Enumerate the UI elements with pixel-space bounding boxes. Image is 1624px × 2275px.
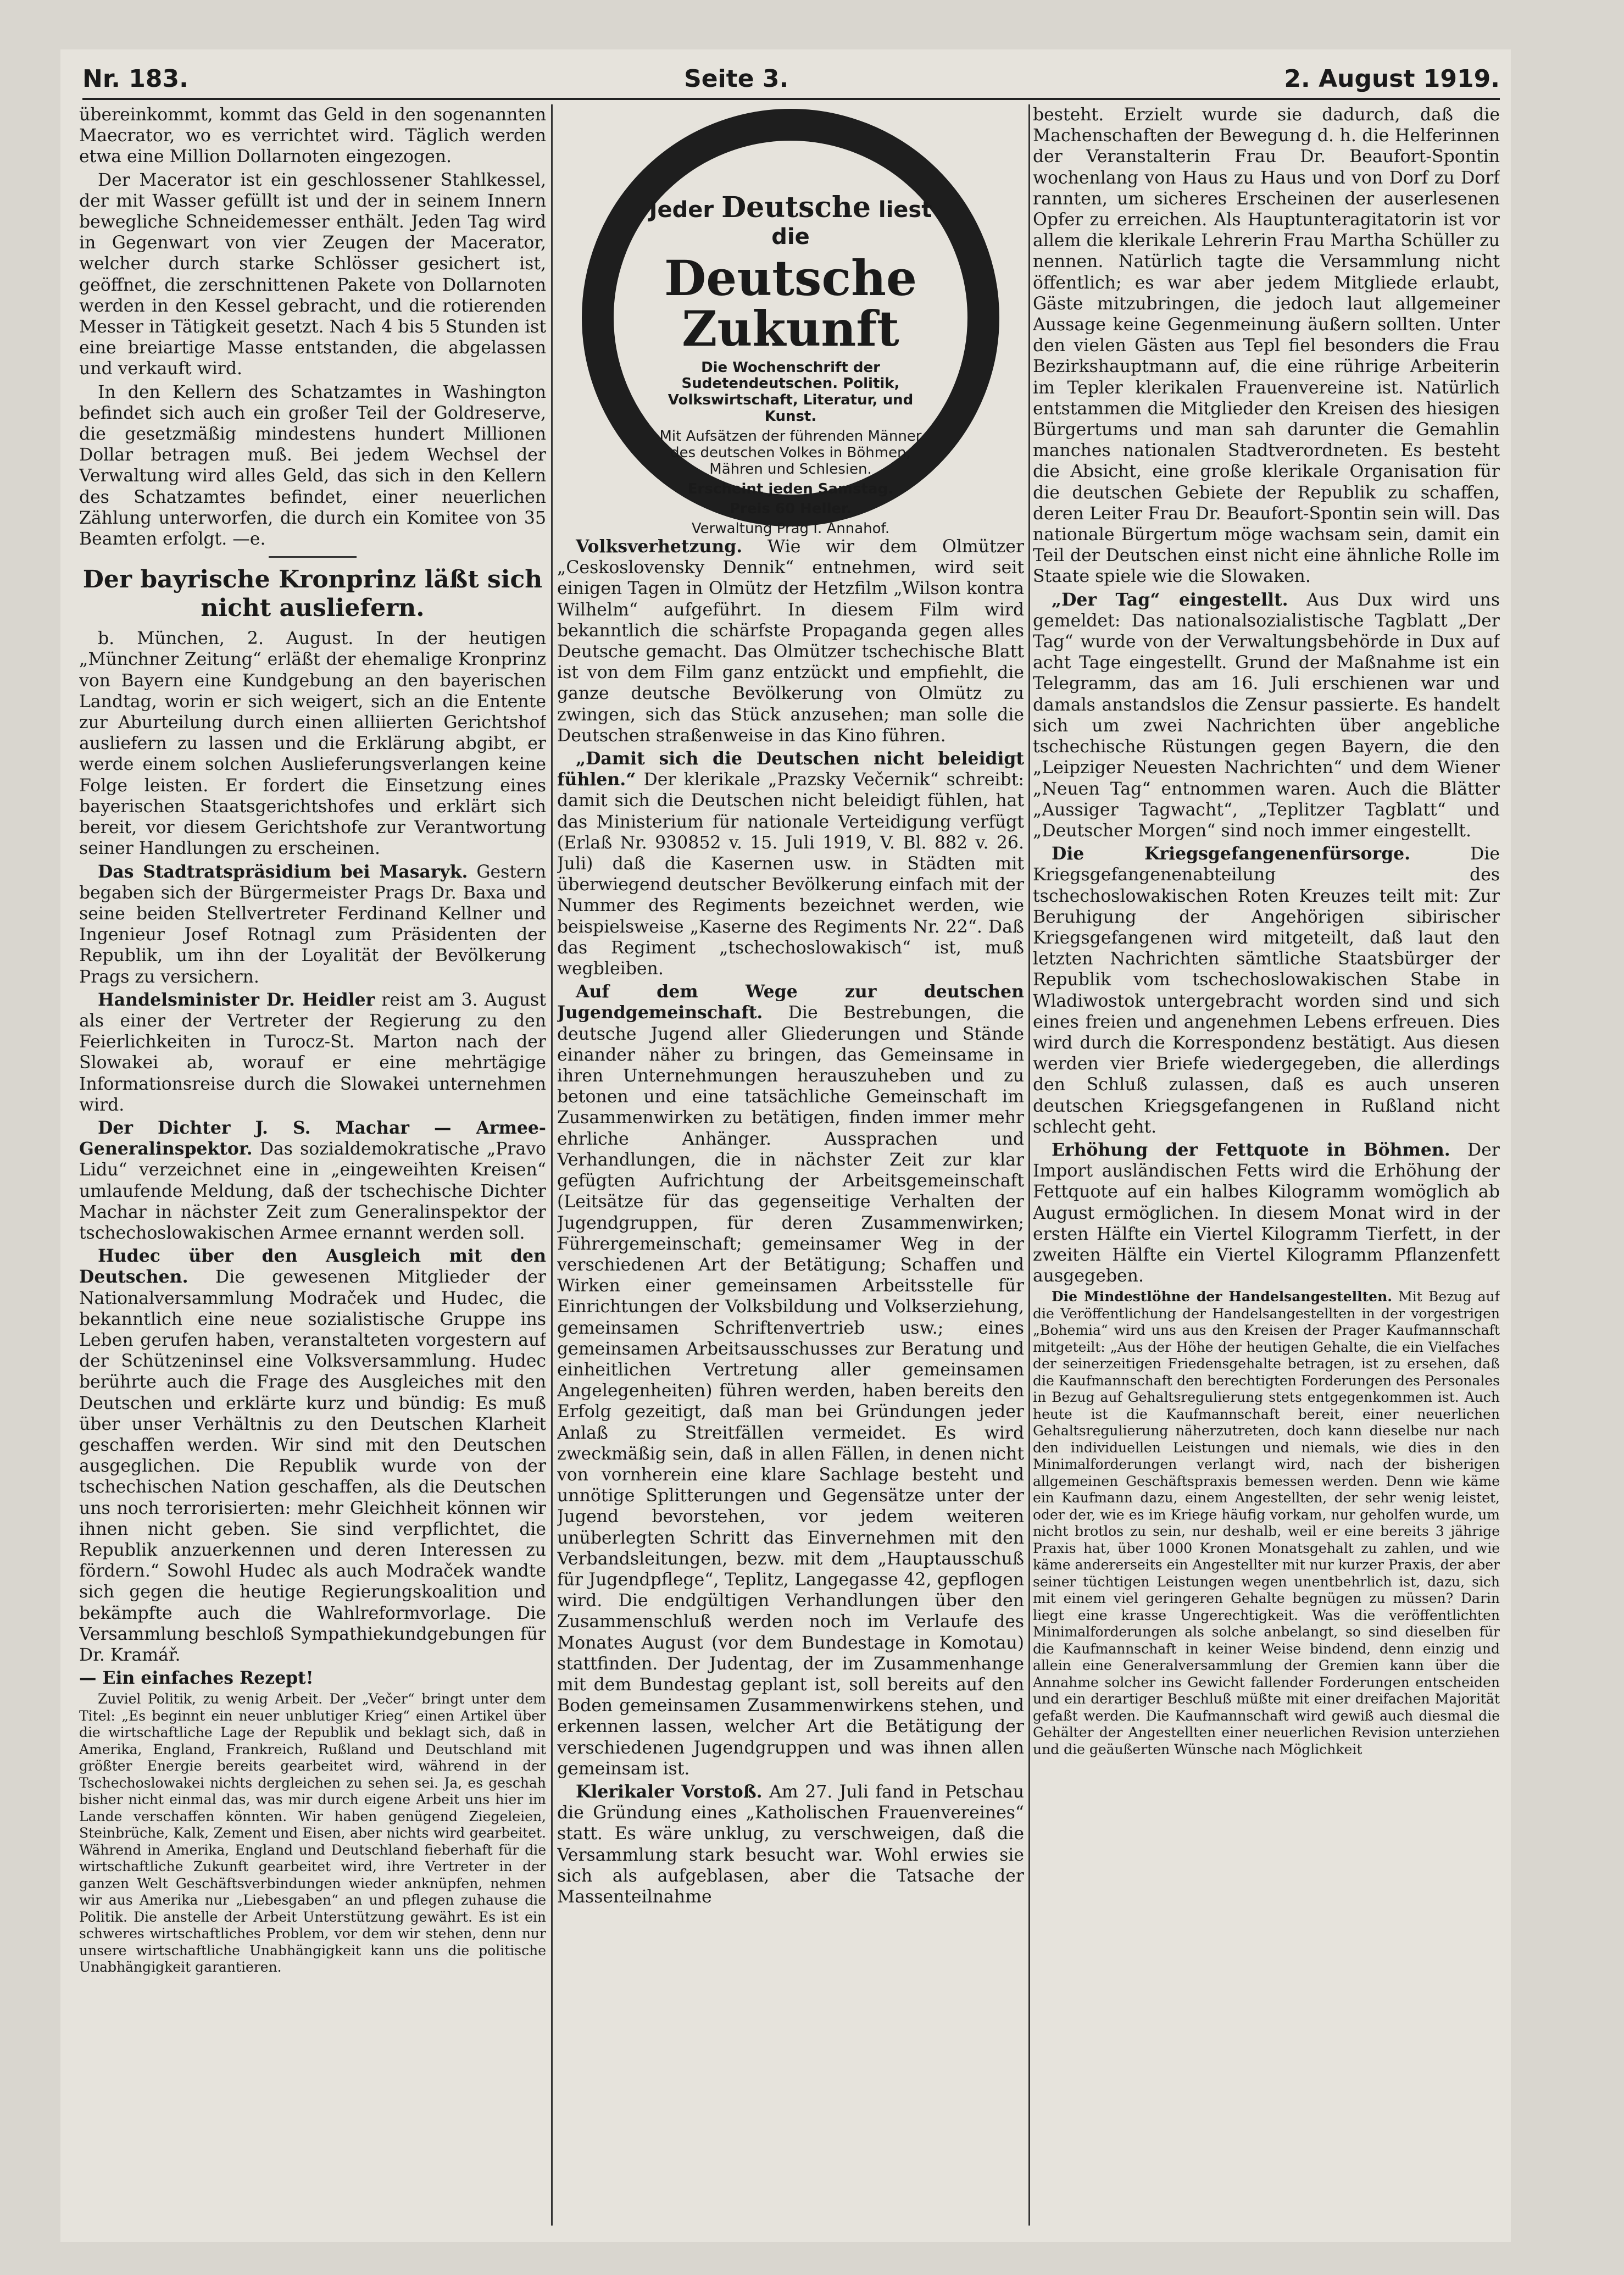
paragraph: Zuviel Politik, zu wenig Arbeit. Der „Večer“ bringt unter dem Titel: „Es beginnt ein neuer unblutiger Krieg“ einen Artikel über die wirtschaftliche Lage der Republik und beklagt sich, daß in Amerika, England, Frankreich, Rußland und Deutschland mit größter Energie bereits gearbeitet wird, während in der Tschechoslowakei nichts dergleichen zu sehen sei. Ja, es geschah bisher nicht einmal das, was mir durch eigene Arbeit uns hier im Lande verschaffen könnten. Wir haben genügend Ziegeleien, Steinbrüche, Kalk, Zement und Eisen, aber nichts wird gearbeitet. Während in Amerika, England und Deutschland fieberhaft für die wirtschaftliche Zukunft gearbeitet wird, ihre Vertreter in der ganzen Welt Geschäftsverbindungen wieder anknüpfen, nehmen wir aus Amerika nur „Liebesgaben“ an und pflegen zuhause die Politik. Die anstelle der Arbeit Unterstützung gewährt. Es ist ein schweres wirtschaftliches Problem, vor dem wir stehen, denn nur unsere wirtschaftliche Unabhängigkeit kann uns die politische Unabhängigkeit garantieren.	[79, 1691, 546, 1976]
signature: —e.	[232, 529, 266, 550]
ad-title: Deutsche Zukunft	[664, 249, 917, 358]
news-item: Das Stadtratspräsidium bei Masaryk. Gestern begaben sich der Bürgermeister Prags Dr. Baxa und seine beiden Stellvertreter Ferdinand Kellner und Ingenieur Josef Rotnagl zum Präsidenten der Republik, um ihn der Loyalität der Bevölkerung Prags zu versichern.	[79, 861, 546, 987]
news-item: Hudec über den Ausgleich mit den Deutschen. Die gewesenen Mitglieder der Nationalversammlung Modraček und Hudec, die bekanntlich eine neue sozialistische Gruppe ins Leben gerufen haben, veranstalteten vorgestern auf der Schützeninsel eine Volksversammlung. Hudec berührte auch die Frage des Ausgleiches mit den Deutschen und erklärte kurz und bündig: Es muß über unser Verhältnis zu den Deutschen Klarheit geschaffen werden. Wir sind mit den Deutschen ausgeglichen. Die Republik wurde von der tschechischen Nation geschaffen, als die Deutschen uns noch terrorisierten: mehr Gleichheit können wir ihnen nicht geben. Sie sind verpflichtet, die Republik anzuerkennen und deren Interessen zu fördern.“ Sowohl Hudec als auch Modraček wandte sich gegen die heutige Regierungskoalition und bekämpfte auch die Wahlreformvorlage. Die Versammlung beschloß Sympathiekundgebungen für Dr. Kramář.	[79, 1246, 546, 1666]
news-item: Erhöhung der Fettquote in Böhmen. Der Import ausländischen Fetts wird die Erhöhung der Fettquote auf ein halbes Kilogramm womöglich ab August ermöglichen. In diesem Monat wird in der ersten Hälfte ein Viertel Kilogramm Tierfett, in der zweiten Hälfte ein Viertel Kilogramm Pflanzenfett ausgegeben.	[1033, 1139, 1500, 1286]
news-item: Volksverhetzung. Wie wir dem Olmützer „Ceskoslovensky Dennik“ entnehmen, wird seit einigen Tagen in Olmütz der Hetzfilm „Wilson kontra Wilhelm“ aufgeführt. In diesem Film wird bekanntlich die schärfste Propaganda gegen alles Deutsche gemacht. Das Olmützer tschechische Blatt ist von dem Film ganz entzückt und empfiehlt, die ganze deutsche Bevölkerung von Olmütz zu zwingen, sich das Stück anzusehen; man solle die Deutschen straßenweise in das Kino führen.	[557, 536, 1024, 746]
item-heading: „Der Tag“ eingestellt.	[1052, 589, 1288, 610]
news-item: „Der Tag“ eingestellt. Aus Dux wird uns gemeldet: Das nationalsozialistische Tagblatt „Der Tag“ wurde von der Verwaltungsbehörde in Dux auf acht Tage eingestellt. Grund der Maßnahme ist ein Telegramm, das am 16. Juli erschienen war und damals anstandslos die Zensur passierte. Es handelt sich um zwei Nachrichten über angebliche tschechische Rüstungen gegen Bayern, die den „Leipziger Neuesten Nachrichten“ und dem Wiener „Neuen Tag“ entnommen waren. Auch die Blätter „Aussiger Tagwacht“, „Teplitzer Tagblatt“ und „Deutscher Morgen“ sind noch immer eingestellt.	[1033, 589, 1500, 841]
news-item: „Damit sich die Deutschen nicht beleidigt fühlen.“ Der klerikale „Prazsky Večernik“ schreibt: damit sich die Deutschen nicht beleidigt fühlen, hat das Ministerium für nationale Verteidigung verfügt (Erlaß Nr. 930852 v. 15. Juli 1919, V. Bl. 882 v. 26. Juli) daß die Kasernen usw. in Städten mit überwiegend deutscher Bevölkerung einfach mit der Nummer des Regiments bezeichnet werden, wie beispielsweise „Kaserne des Regiments Nr. 22“. Daß das Regiment „tschechoslowakisch“ ist, muß wegbleiben.	[557, 748, 1024, 979]
column-rule	[1028, 104, 1030, 2226]
column-2	[557, 104, 1024, 2226]
news-item: Klerikaler Vorstoß. Am 27. Juli fand in Petschau die Gründung eines „Katholischen Frauenvereines“ statt. Es wäre unklug, zu verschweigen, daß die Versammlung stark besucht war. Wohl erwies sie sich als aufgeblasen, aber die Tatsache der Massenteilnahme	[557, 1781, 1024, 1907]
item-heading: Erhöhung der Fettquote in Böhmen.	[1052, 1139, 1450, 1160]
paragraph: besteht. Erzielt wurde sie dadurch, daß die Machenschaften der Bewegung d. h. die Helferinnen der Veranstalterin Frau Dr. Beaufort-Spontin wochenlang von Haus zu Haus und von Dorf zu Dorf rannten, um sicheres Erscheinen der auserlesenen Opfer zu erreichen. Als Hauptunteragitatorin ist vor allem die klerikale Lehrerin Frau Martha Schüller zu nennen. Natürlich tagte die Versammlung nicht öffentlich; es war aber jedem Mitgliede erlaubt, Gäste mitzubringen, die jedoch laut allgemeiner Aussage keine Gegenmeinung äußern sollten. Unter den vielen Gästen aus Tepl fiel besonders die Frau Bezirkshauptmann auf, die eine rührige Arbeiterin im Tepler klerikalen Frauenvereine ist. Natürlich entstammen die Mitglieder den Kreisen des hiesigen Bürgertums und man sah darunter die Gemahlin manches nationalen Stadtverordneten. Es besteht die Absicht, eine große klerikale Organisation für die deutschen Gebiete der Republik zu schaffen, deren Leiter Frau Dr. Beaufort-Spontin sein will. Das nationale Bürgertum möge wachsam sein, damit ein Teil der Deutschen einst nicht eine ähnliche Rolle im Staate spiele wie die Slowaken.	[1033, 105, 1500, 587]
news-item: Die Mindestlöhne der Handelsangestellten. Mit Bezug auf die Veröffentlichung der Handelsangestellten in der vorgestrigen „Bohemia“ wird uns aus den Kreisen der Prager Kaufmannschaft mitgeteilt: „Aus der Höhe der heutigen Gehalte, die ein Vielfaches der seinerzeitigen Friedensgehalte betragen, ist zu ersehen, daß die Kaufmannschaft den berechtigten Forderungen des Personales in Bezug auf Gehaltsregulierung stets entgegenkommen ist. Auch heute ist die Kaufmannschaft bereit, einer neuerlichen Gehaltsregulierung näherzutreten, doch kann dieselbe nur nach den individuellen Leistungen und niemals, wie dies in den Minimalforderungen verlangt wird, nach der bisherigen allgemeinen Geschäftspraxis bemessen werden. Denn wie käme ein Kaufmann dazu, einem Angestellten, der sehr wenig leistet, oder der, wie es im Kriege häufig vorkam, nur geholfen wurde, um nicht brotlos zu sein, nur deshalb, weil er eine bereits 3 jährige Praxis hat, über 1000 Kronen Monatsgehalt zu zahlen, und wie käme andererseits ein Angestellter mit nur kurzer Praxis, der aber seiner tüchtigen Leistungen wegen unentbehrlich ist, dazu, sich mit einem viel geringeren Gehalte begnügen zu müssen? Darin liegt eine krasse Ungerechtigkeit. Was die veröffentlichten Minimalforderungen als solche anbelangt, so sind dieselben für die Kaufmannschaft in keiner Weise bindend, denn einzig und allein eine Generalversammlung der Gremien kann über die Annahme solcher ins Gewicht fallender Forderungen entscheiden und ein derartiger Beschluß müßte mit einer dreifachen Majorität gefaßt werden. Die Kaufmannschaft wird gewiß auch diesmal die Gehälter der Angestellten einer neuerlichen Revision unterziehen und die geäußerten Wünsche nach Möglichkeit	[1033, 1289, 1500, 1757]
paragraph: Der Macerator ist ein geschlossener Stahlkessel, der mit Wasser gefüllt ist und der in seinem Innern bewegliche Schneidemesser enthält. Jeden Tag wird in Gegenwart von vier Zeugen der Macerator, welcher durch starke Schlösser gesichert ist, geöffnet, die zerschnittenen Pakete von Dollarnoten werden in den Kessel gebracht, und die rotierenden Messer in Tätigkeit gesetzt. Nach 4 bis 5 Stunden ist eine breiartige Masse entstanden, die abgelassen und verkauft wird.	[79, 170, 546, 379]
paragraph: b. München, 2. August. In der heutigen „Münchner Zeitung“ erläßt der ehemalige Kronprinz von Bayern eine Kundgebung an den bayerischen Landtag, worin er sich weigert, sich an die Entente zur Aburteilung durch einen alliierten Gerichtshof ausliefern zu lassen und die Erklärung abgibt, er werde einem solchen Auslieferungsverlangen keine Folge leisten. Er fordert die Einsetzung eines bayerischen Staatsgerichtshofes und erklärt sich bereit, vor diesem Gerichtshofe zur Verantwortung seiner Handlungen zu erscheinen.	[79, 629, 546, 859]
ad-description: Die Wochenschrift der Sudetendeutschen. Politik, Volkswirtschaft, Literatur, und Kunst.	[668, 359, 914, 425]
ad-price: Preis 60 Heller.	[729, 500, 852, 517]
divider	[269, 556, 357, 558]
item-heading: Die Kriegsgefangenenfürsorge.	[1052, 844, 1411, 864]
advertisement: Jeder Deutsche liest die Deutsche Zukunft Die Wochenschrift der Sudetendeutschen. Politik, Volkswirtschaft, Literatur, und Kunst. Mit Aufsätzen der führenden Männer des deutschen Volkes in Böhmen, Mähren und Schlesien. Erscheint jeden Samstag. Preis 60 Heller. Verwaltung Prag I. Annahof.	[582, 109, 999, 526]
page-number: Seite 3.	[684, 64, 789, 93]
news-item: Der Dichter J. S. Machar — Armee-Generalinspektor. Das sozialdemokratische „Pravo Lidu“ verzeichnet eine in „eingeweihten Kreisen“ umlaufende Meldung, daß der tschechische Dichter Machar in nächster Zeit zum Generalinspektor der tschechoslowakischen Armee ernannt werden soll.	[79, 1117, 546, 1243]
item-heading: Klerikaler Vorstoß.	[576, 1781, 763, 1802]
news-item: Auf dem Wege zur deutschen Jugendgemeinschaft. Die Bestrebungen, die deutsche Jugend aller Gliederungen und Stände einander näher zu bringen, das Gemeinsame in ihren Unternehmungen herauszuheben und zu betonen und eine tatsächliche Gemeinschaft im Zusammenwirken zu betätigen, finden immer mehr ehrliche Anhänger. Aussprachen und Verhandlungen, die in nächster Zeit zur klar gefügten Aufrichtung der Arbeitsgemeinschaft (Leitsätze für das gegenseitige Verhalten der Jugendgruppen, für deren Zusammenwirken; Führergemeinschaft; gemeinsamer Weg in der verschiedenen Art der Betätigung; Schaffen und Wirken einer gemeinsamen Arbeitsstelle für Einrichtungen der Volksbildung und Volkserziehung, gemeinsamen Schriftenvertrieb usw.; eines gemeinsamen Arbeitsausschusses zur Beratung und einheitlichen Vertretung aller gemeinsamen Angelegenheiten) führen werden, haben bereits den Erfolg gezeitigt, daß man bei Gründungen jeder Anlaß zu Streitfällen vermeidet. Es wird zweckmäßig sein, daß in allen Fällen, in denen nicht von vornherein eine klare Sachlage besteht und unnötige Splitterungen und Gegensätze unter der Jugend bevorstehen, vor jedem weiteren unüberlegten Schritt das Einvernehmen mit den Verbandsleitungen, bezw. mit dem „Hauptausschuß für Jugendpflege“, Teplitz, Langegasse 42, gepflogen wird. Die endgültigen Verhandlungen über den Zusammenschluß werden noch im Verlaufe des Monates August (vor dem Bundestage in Komotau) stattfinden. Der Judentag, der im Zusammenhange mit dem Bundestag geplant ist, soll bereits auf den Boden gemeinsamen Zusammenwirkens stehen, und erkennen lassen, welcher Art die Betätigung der verschiedenen Jugendgruppen und was ihnen allen gemeinsam ist.	[557, 981, 1024, 1779]
item-heading: — Ein einfaches Rezept!	[79, 1668, 314, 1689]
column-1	[79, 104, 546, 2226]
ad-subtitle: Mit Aufsätzen der führenden Männer des deutschen Volkes in Böhmen, Mähren und Schlesien.	[659, 428, 922, 478]
item-heading: Hudec über den Ausgleich mit den Deutschen.	[79, 1246, 546, 1288]
column-3	[1033, 104, 1500, 2226]
item-heading: Handelsminister Dr. Heidler	[98, 989, 375, 1010]
item-heading: Das Stadtratspräsidium bei Masaryk.	[98, 861, 468, 882]
issue-number: Nr. 183.	[82, 64, 188, 93]
item-heading: Die Mindestlöhne der Handelsangestellten.	[1052, 1289, 1392, 1305]
item-heading: Volksverhetzung.	[576, 536, 743, 557]
item-heading: Der Dichter J. S. Machar — Armee-Generalinspektor.	[79, 1117, 546, 1159]
item-heading: „Damit sich die Deutschen nicht beleidigt fühlen.“	[557, 748, 1024, 790]
paragraph: übereinkommt, kommt das Geld in den sogenannten Maecrator, wo es verrichtet wird. Täglich werden etwa eine Million Dollarnoten eingezogen.	[79, 105, 546, 167]
news-item: Handelsminister Dr. Heidler reist am 3. August als einer der Vertreter der Regierung zu den Feierlichkeiten in Turocz-St. Marton nach der Slowakei ab, worauf er eine mehrtägige Informationsreise durch die Slowakei unternehmen wird.	[79, 989, 546, 1115]
page-header	[82, 59, 1500, 100]
paragraph: In den Kellern des Schatzamtes in Washington befindet sich auch ein großer Teil der Goldreserve, die gesetzmäßig mindestens hundert Millionen Dollar betragen muß. Bei jedem Wechsel der Verwaltung wird alles Geld, das sich in den Kellern des Schatzamtes befindet, einer neuerlichen Zählung unterworfen, die durch ein Komitee von 35 Beamten erfolgt. —e.	[79, 382, 546, 550]
ad-address: Verwaltung Prag I. Annahof.	[691, 520, 890, 537]
newspaper-page	[60, 49, 1511, 2242]
ad-schedule: Erscheint jeden Samstag.	[687, 480, 894, 497]
item-heading: Auf dem Wege zur deutschen Jugendgemeinschaft.	[557, 981, 1024, 1023]
article-headline: Der bayrische Kronprinz läßt sich nicht ausliefern.	[82, 565, 543, 623]
column-rule	[551, 104, 553, 2226]
news-item: Die Kriegsgefangenenfürsorge. Die Kriegsgefangenenabteilung des tschechoslowakischen Roten Kreuzes teilt mit: Zur Beruhigung der Angehörigen sibirischer Kriegsgefangenen wird mitgeteilt, daß laut den letzten Nachrichten sämtliche Staatsbürger der Republik vom tschechoslowakischen Stabe in Wladiwostok untergebracht worden sind und sich eines freien und angenehmen Lebens erfreuen. Dies wird durch die Korrespondenz bestätigt. Aus diesen werden vier Briefe wiedergegeben, die allerdings den Schluß zulassen, daß es auch unseren deutschen Kriegsgefangenen in Rußland nicht schlecht geht.	[1033, 844, 1500, 1137]
issue-date: 2. August 1919.	[1284, 64, 1500, 93]
